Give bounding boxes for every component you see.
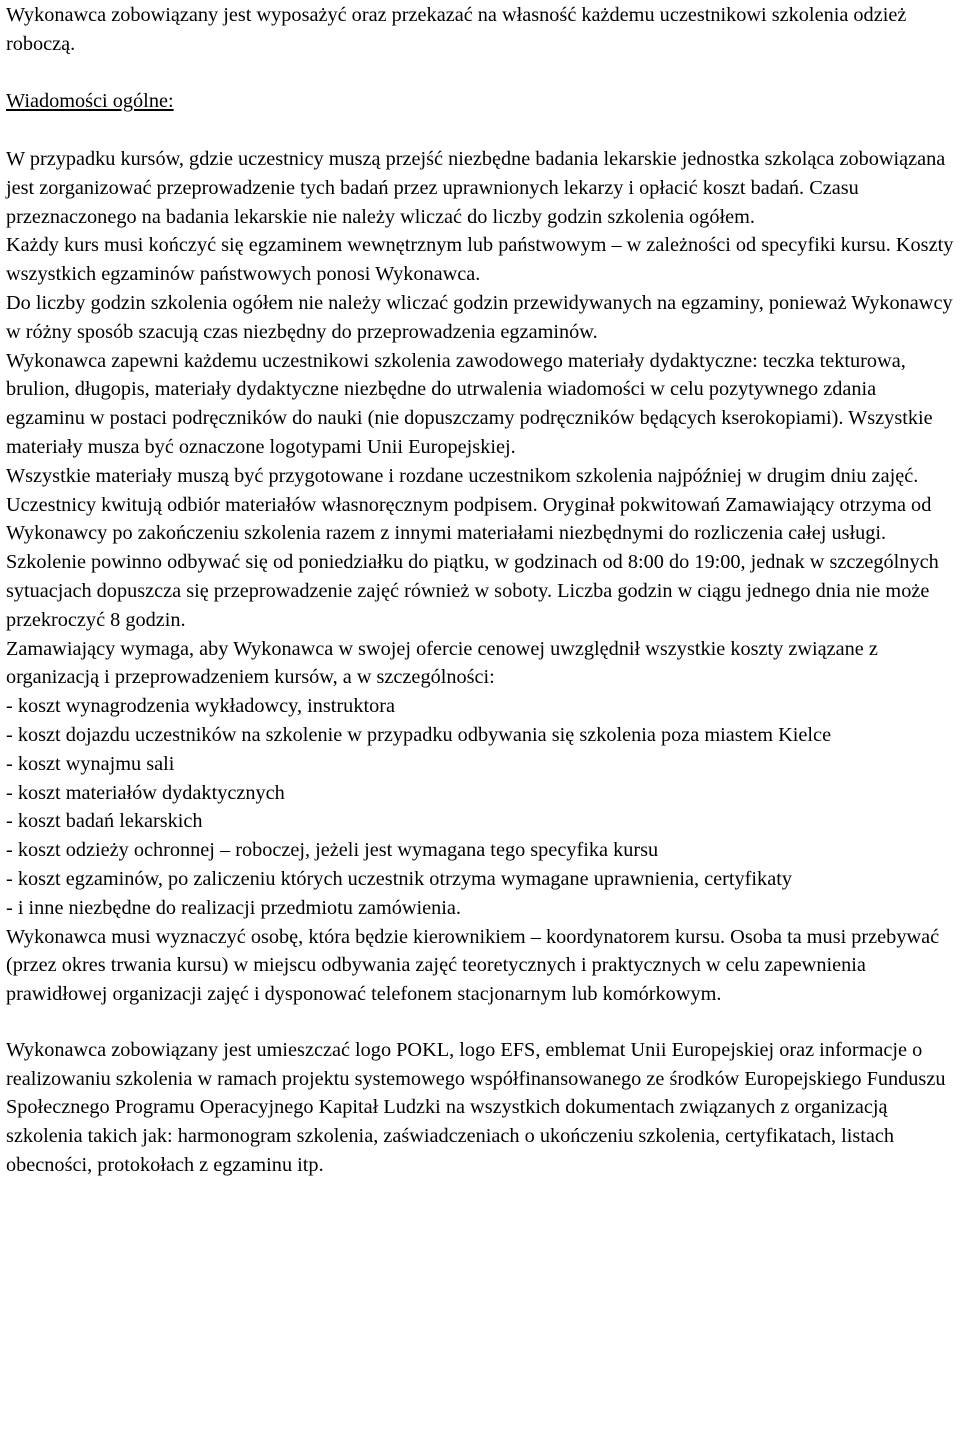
blank-line (6, 59, 954, 88)
list-item: - koszt wynagrodzenia wykładowcy, instruktora (6, 695, 395, 718)
section-heading: Wiadomości ogólne: (6, 90, 174, 113)
list-item: - koszt badań lekarskich (6, 810, 203, 833)
paragraph-final-exam: Każdy kurs musi kończyć się egzaminem wewnętrznym lub państwowym – w zależności od specyfiki kursu. Koszty wszystkich egzaminów państwowych ponosi Wykonawca. (6, 234, 954, 286)
paragraph-schedule: Szkolenie powinno odbywać się od poniedziałku do piątku, w godzinach od 8:00 do 19:00, jednak w szczególnych sytuacjach dopuszcza się przeprowadzenie zajęć również w soboty. Liczba godzin w ciągu jednego dnia nie może przekroczyć 8 godzin. (6, 551, 939, 631)
blank-line (6, 1009, 954, 1036)
list-item: - koszt odzieży ochronnej – roboczej, jeżeli jest wymagana tego specyfika kursu (6, 839, 659, 862)
list-item: - i inne niezbędne do realizacji przedmiotu zamówienia. (6, 896, 462, 919)
paragraph-medical-exams: W przypadku kursów, gdzie uczestnicy muszą przejść niezbędne badania lekarskie jednostka szkoląca zobowiązana jest zorganizować przeprowadzenie tych badań przez uprawnionych lekarzy i opłacić koszt badań. Czasu przeznaczonego na badania lekarskie nie należy wliczać do liczby godzin szkolenia ogółem. (6, 147, 946, 228)
list-item: - koszt wynajmu sali (6, 752, 175, 775)
paragraph-materials-deadline: Wszystkie materiały muszą być przygotowane i rozdane uczestnikom szkolenia najpóźniej w drugim dniu zajęć. (6, 464, 919, 487)
paragraph-teaching-materials: Wykonawca zapewni każdemu uczestnikowi szkolenia zawodowego materiały dydaktyczne: teczka tekturowa, brulion, długopis, materiały dydaktyczne niezbędne do utrwalenia wiadomości w celu pozytywnego zdania egzaminu w postaci podręczników do nauki (nie dopuszczamy podręczników będących kserokopiami). Wszystkie materiały musza być oznaczone logotypami Unii Europejskiej. (6, 349, 933, 458)
paragraph-receipt: Uczestnicy kwitują odbiór materiałów własnoręcznym podpisem. Oryginał pokwitowań Zamawiający otrzyma od Wykonawcy po zakończeniu szkolenia razem z innymi materiałami niezbędnymi do rozliczenia całej usługi. (6, 493, 932, 545)
cost-list (6, 692, 954, 922)
list-item: - koszt materiałów dydaktycznych (6, 781, 285, 804)
intro-paragraph: Wykonawca zobowiązany jest wyposażyć oraz przekazać na własność każdemu uczestnikowi szkolenia odzież roboczą. (6, 4, 907, 55)
list-item: - koszt egzaminów, po zaliczeniu których uczestnik otrzyma wymagane uprawnienia, certyfikaty (6, 867, 792, 890)
paragraph-coordinator: Wykonawca musi wyznaczyć osobę, która będzie kierownikiem – koordynatorem kursu. Osoba ta musi przebywać (przez okres trwania kursu) w miejscu odbywania zajęć teoretycznych i praktycznych w celu zapewnienia prawidłowej organizacji zajęć i dysponować telefonem stacjonarnym lub komórkowym. (6, 925, 940, 1006)
list-item: - koszt dojazdu uczestników na szkolenie w przypadku odbywania się szkolenia poza miastem Kielce (6, 723, 832, 746)
paragraph-exam-hours: Do liczby godzin szkolenia ogółem nie należy wliczać godzin przewidywanych na egzaminy, ponieważ Wykonawcy w różny sposób szacują czas niezbędny do przeprowadzenia egzaminów. (6, 291, 953, 343)
blank-line (6, 116, 954, 145)
paragraph-costs-intro: Zamawiający wymaga, aby Wykonawca w swojej ofercie cenowej uwzględnił wszystkie koszty związane z organizacją i przeprowadzeniem kursów, a w szczególności: (6, 637, 878, 689)
paragraph-logos: Wykonawca zobowiązany jest umieszczać logo POKL, logo EFS, emblemat Unii Europejskiej oraz informacje o realizowaniu szkolenia w ramach projektu systemowego współfinansowanego ze środków Europejskiego Funduszu Społecznego Programu Operacyjnego Kapitał Ludzki na wszystkich dokumentach związanych z organizacją szkolenia takich jak: harmonogram szkolenia, zaświadczeniach o ukończeniu szkolenia, certyfikatach, listach obecności, protokołach z egzaminu itp. (6, 1038, 946, 1177)
